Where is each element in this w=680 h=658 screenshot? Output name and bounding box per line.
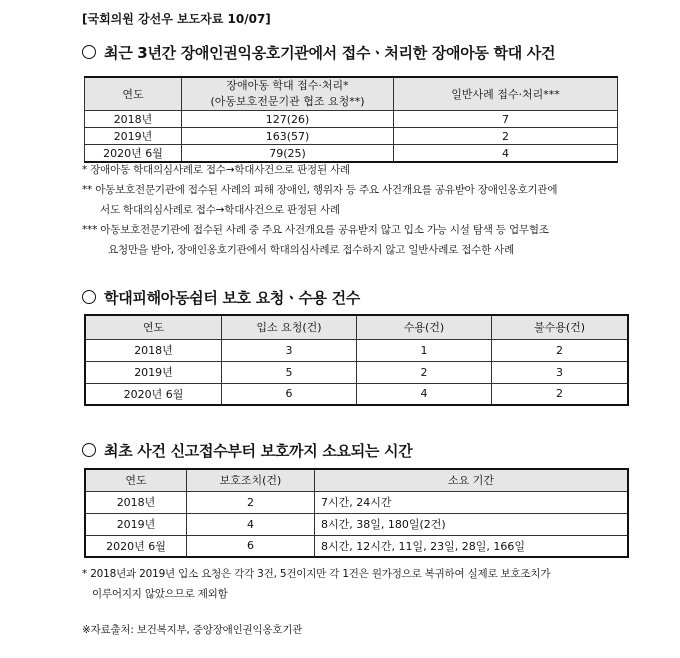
section2-title-text: 학대피해아동쉼터 보호 요청ㆍ수용 건수 (104, 289, 360, 307)
col-rejected: 불수용(건) (492, 315, 629, 339)
circle-bullet-icon (82, 443, 96, 457)
cell: 6 (222, 383, 357, 405)
section3-title (82, 440, 412, 461)
table-row (85, 339, 628, 361)
col-duration: 소요 기간 (315, 469, 629, 491)
table-row (85, 383, 628, 405)
note-line: 이루어지지 않았으므로 제외함 (92, 588, 228, 600)
cell-abuse: 79(25) (182, 145, 394, 163)
protection-time-table (84, 468, 629, 558)
table-row (85, 535, 628, 557)
cell: 4 (357, 383, 492, 405)
col-general: 일반사례 접수·처리*** (394, 77, 618, 111)
cell: 2019년 (85, 513, 187, 535)
section1-notes (82, 160, 642, 260)
cell: 2020년 6월 (85, 383, 222, 405)
section3-notes (82, 564, 652, 604)
section3-title-text: 최초 사건 신고접수부터 보호까지 소요되는 시간 (104, 442, 413, 460)
press-release-header: [국회의원 강선우 보도자료 10/07] (82, 12, 271, 26)
table-row (85, 361, 628, 383)
col-requests: 입소 요청(건) (222, 315, 357, 339)
shelter-requests-table (84, 314, 629, 406)
cell: 2019년 (85, 361, 222, 383)
cell: 5 (222, 361, 357, 383)
circle-bullet-icon (82, 45, 96, 59)
circle-bullet-icon (82, 290, 96, 304)
col-accepted: 수용(건) (357, 315, 492, 339)
section1-title-text: 최근 3년간 장애인권익옹호기관에서 접수ㆍ처리한 장애아동 학대 사건 (104, 44, 556, 62)
cell: 7시간, 24시간 (315, 491, 629, 513)
cell: 2020년 6월 (85, 535, 187, 557)
cell: 2 (187, 491, 315, 513)
cell: 2018년 (85, 339, 222, 361)
cell: 4 (187, 513, 315, 535)
note-line: * 장애아동 학대의심사례로 접수→학대사건으로 판정된 사례 (82, 164, 350, 176)
cell: 2018년 (85, 491, 187, 513)
cell-general: 2 (394, 128, 618, 145)
note-line: ** 아동보호전문기관에 접수된 사례의 피해 장애인, 행위자 등 주요 사건개요를 공유받아 장애인옹호기관에 (82, 184, 558, 196)
col-protection: 보호조치(건) (187, 469, 315, 491)
cell: 3 (492, 361, 629, 383)
cell: 2 (357, 361, 492, 383)
cell-general: 7 (394, 111, 618, 128)
note-line: * 2018년과 2019년 입소 요청은 각각 3건, 5건이지만 각 1건은 원가정으로 복귀하여 실제로 보호조치가 (82, 568, 551, 580)
table-row (85, 491, 628, 513)
cell-general: 4 (394, 145, 618, 163)
section2-title (82, 287, 360, 308)
note-line: *** 아동보호전문기관에 접수된 사례 중 주요 사건개요를 공유받지 않고 입소 가능 시설 탐색 등 업무협조 (82, 224, 549, 236)
table-row (85, 111, 618, 128)
note-line: 요청만을 받아, 장애인옹호기관에서 학대의심사례로 접수하지 않고 일반사례로 접수한 사례 (108, 244, 515, 256)
section1-title (82, 42, 555, 63)
col-year: 연도 (85, 77, 182, 111)
cell: 8시간, 12시간, 11일, 23일, 28일, 166일 (315, 535, 629, 557)
table-row (85, 513, 628, 535)
cell-abuse: 163(57) (182, 128, 394, 145)
cell: 2 (492, 383, 629, 405)
col-year: 연도 (85, 315, 222, 339)
cell-year: 2020년 6월 (85, 145, 182, 163)
cell-year: 2018년 (85, 111, 182, 128)
cell-year: 2019년 (85, 128, 182, 145)
cell: 3 (222, 339, 357, 361)
source-note: ※자료출처: 보건복지부, 중앙장애인권익옹호기관 (82, 624, 303, 636)
abuse-cases-table (84, 76, 618, 163)
cell: 6 (187, 535, 315, 557)
col-abuse (182, 77, 394, 111)
cell: 1 (357, 339, 492, 361)
col-abuse-line2: (아동보호전문기관 협조 요청**) (210, 95, 365, 108)
cell: 8시간, 38일, 180일(2건) (315, 513, 629, 535)
col-abuse-line1: 장애아동 학대 접수·처리* (226, 79, 349, 92)
table-row (85, 128, 618, 145)
cell-abuse: 127(26) (182, 111, 394, 128)
note-line: 서도 학대의심사례로 접수→학대사건으로 판정된 사례 (100, 204, 340, 216)
col-year: 연도 (85, 469, 187, 491)
cell: 2 (492, 339, 629, 361)
